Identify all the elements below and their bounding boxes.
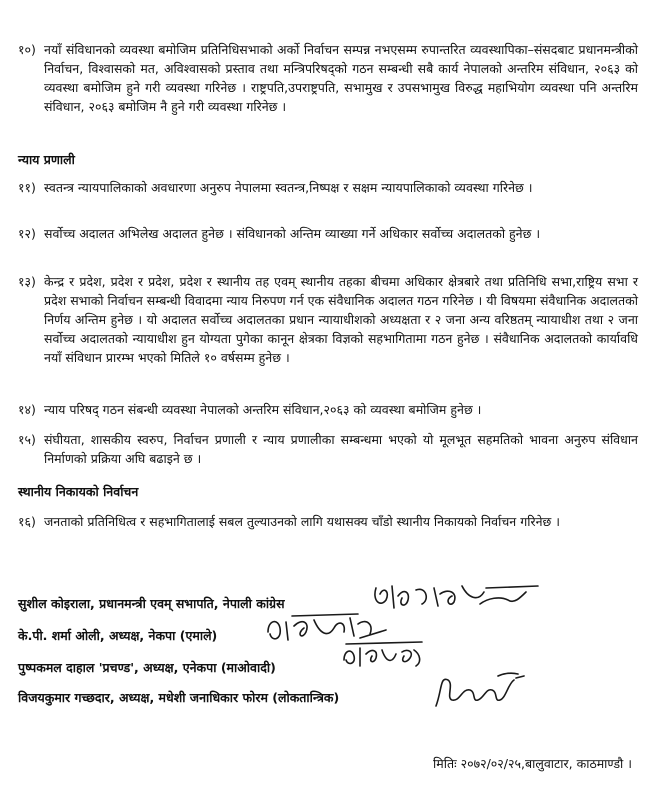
clause-10 (18, 40, 638, 116)
signature-koirala (368, 578, 548, 618)
signatory-gachhadar: विजयकुमार गच्छदार, अध्यक्ष, मधेशी जनाधिकार फोरम (लोकतान्त्रिक) (18, 690, 340, 705)
clause-text: जनताको प्रतिनिधित्व र सहभागितालाई सबल तुल्याउनको लागि यथासक्य चाँडो स्थानीय निकायको निर्वाचन गरिनेछ । (44, 514, 561, 529)
clause-16 (18, 512, 638, 531)
clause-number: १३) (18, 274, 36, 289)
signatory-dahal: पुष्पकमल दाहाल 'प्रचण्ड', अध्यक्ष, एनेकपा (माओवादी) (18, 660, 276, 675)
clause-number: १०) (18, 42, 36, 57)
clause-15 (18, 430, 638, 468)
date-line: मितिः २०७२/०२/२५,बालुवाटार, काठमाण्डौ । (433, 756, 632, 771)
clause-number: ११) (18, 180, 36, 195)
clause-number: १५) (18, 432, 36, 447)
signatory-koirala: सुशील कोइराला, प्रधानमन्त्री एवम् सभापति, नेपाली कांग्रेस (18, 596, 285, 611)
signature-dahal (338, 640, 428, 672)
clause-text: स्वतन्त्र न्यायपालिकाको अवधारणा अनुरुप नेपालमा स्वतन्त्र,निष्पक्ष र सक्षम न्यायपालिकाको व्यवस्था गरिनेछ । (44, 180, 533, 195)
clause-number: १४) (18, 402, 36, 417)
clause-number: १२) (18, 226, 36, 241)
clause-text: नयाँ संविधानको व्यवस्था बमोजिम प्रतिनिधिसभाको अर्को निर्वाचन सम्पन्न नभएसम्म रुपान्तरित व्यवस्थापिका–संसदबाट प्रधानमन्त्रीको निर्वाचन, विश्वासको मत, अविश्वासको प्रस्ताव तथा मन्त्रिपरिषद्को गठन सम्बन्धी सबै कार्य नेपालको अन्तरिम संविधान, २०६३ को व्यवस्था बमोजिम हुने गरी व्यवस्था गरिनेछ । राष्ट्रपति,उपराष्ट्रपति, सभामुख र उपसभामुख विरुद्ध महाभियोग व्यवस्था पनि अन्तरिम संविधान, २०६३ बमोजिम नै हुने गरी व्यवस्था गरिनेछ । (44, 42, 638, 114)
clause-text: संघीयता, शासकीय स्वरुप, निर्वाचन प्रणाली र न्याय प्रणालीका सम्बन्धमा भएको यो मूलभूत सहमतिको भावना अनुरुप संविधान निर्माणको प्रक्रिया अघि बढाइने छ । (44, 432, 638, 466)
clause-11 (18, 178, 638, 197)
signatory-oli: के.पी. शर्मा ओली, अध्यक्ष, नेकपा (एमाले) (18, 628, 218, 643)
clause-text: न्याय परिषद् गठन संबन्धी व्यवस्था नेपालको अन्तरिम संविधान,२०६३ को व्यवस्था बमोजिम हुनेछ । (44, 402, 482, 417)
clause-13 (18, 272, 638, 367)
section-heading-justice: न्याय प्रणाली (18, 152, 75, 167)
clause-text: सर्वोच्च अदालत अभिलेख अदालत हुनेछ । संविधानको अन्तिम व्याख्या गर्ने अधिकार सर्वोच्च अदालतको हुनेछ । (44, 226, 541, 241)
clause-12 (18, 224, 638, 243)
clause-14 (18, 400, 638, 419)
signature-gachhadar (432, 670, 532, 714)
section-heading-local: स्थानीय निकायको निर्वाचन (18, 484, 139, 499)
clause-number: १६) (18, 514, 36, 529)
clause-text: केन्द्र र प्रदेश, प्रदेश र प्रदेश, प्रदेश र स्थानीय तह एवम् स्थानीय तहका बीचमा अधिकार क्षेत्रबारे तथा प्रतिनिधि सभा,राष्ट्रिय सभा र प्रदेश सभाको निर्वाचन सम्बन्धी विवादमा न्याय निरुपण गर्न एक संवैधानिक अदालत गठन गरिनेछ । यी विषयमा संवैधानिक अदालतको निर्णय अन्तिम हुनेछ । यो अदालत सर्वोच्च अदालतका प्रधान न्यायाधीशको अध्यक्षता र २ जना अन्य वरिष्ठतम् न्यायाधीश तथा २ जना सर्वोच्च अदालतको न्यायाधीश हुन योग्यता पुगेका कानून क्षेत्रका विज्ञको सहभागितामा गठन हुनेछ । संवैधानिक अदालतको कार्यावधि नयाँ संविधान प्रारम्भ भएको मितिले १० वर्षसम्म हुनेछ । (44, 274, 638, 365)
